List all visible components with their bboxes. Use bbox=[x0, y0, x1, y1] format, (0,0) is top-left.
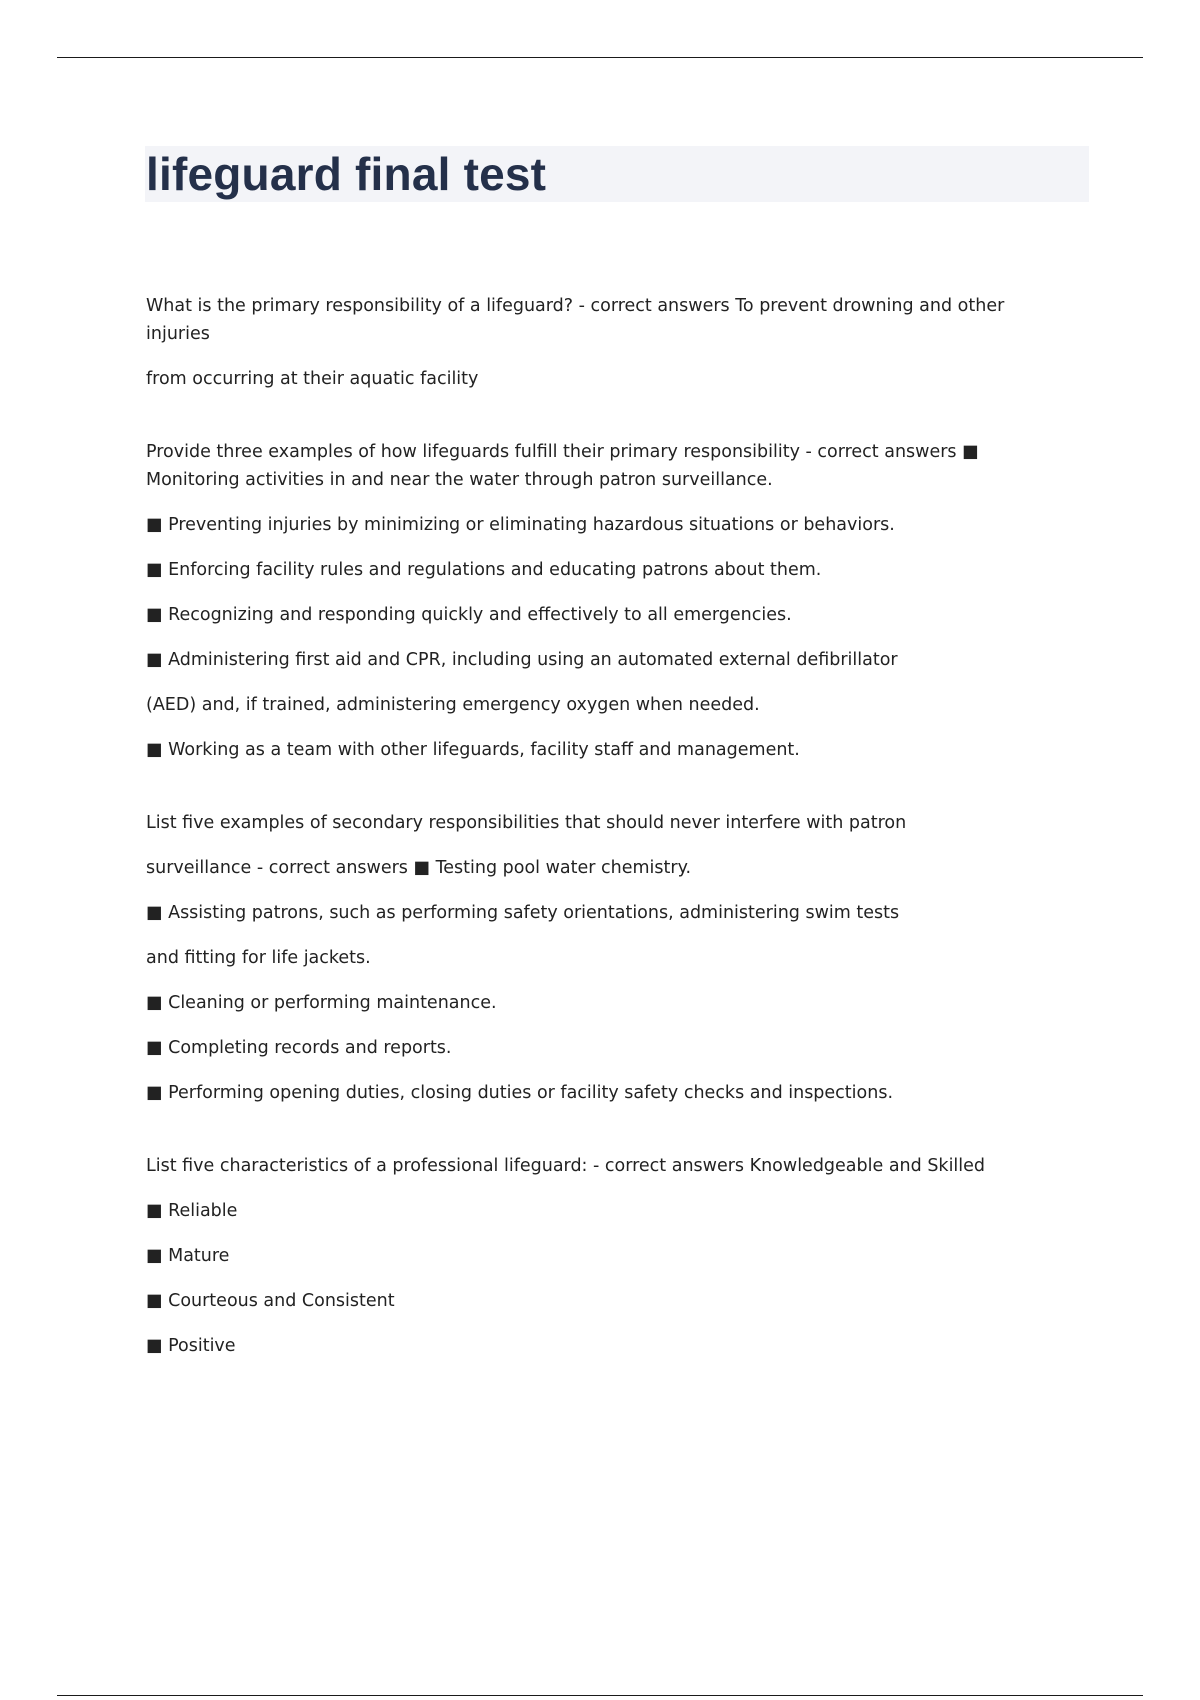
bullet-continuation: and fitting for life jackets. bbox=[146, 948, 371, 968]
header-rule bbox=[57, 57, 1143, 58]
bullet-item: ■ Cleaning or performing maintenance. bbox=[146, 993, 497, 1013]
bullet-item: ■ Recognizing and responding quickly and effectively to all emergencies. bbox=[146, 605, 792, 625]
bullet-continuation: (AED) and, if trained, administering emergency oxygen when needed. bbox=[146, 695, 760, 715]
question-secondary-responsibilities: List five examples of secondary responsibilities that should never interfere with patron bbox=[146, 813, 907, 833]
document-body bbox=[146, 292, 1066, 1377]
bullet-item: ■ Mature bbox=[146, 1246, 230, 1266]
question-three-examples: Provide three examples of how lifeguards fulfill their primary responsibility - correct answers ■ Monitoring activities in and near the water through patron surveillance. bbox=[146, 442, 979, 490]
bullet-item: ■ Assisting patrons, such as performing safety orientations, administering swim tests bbox=[146, 903, 900, 923]
bullet-item: ■ Reliable bbox=[146, 1201, 238, 1221]
bullet-item: ■ Positive bbox=[146, 1336, 236, 1356]
qa-item-2 bbox=[146, 438, 1066, 764]
footer-rule bbox=[57, 1695, 1143, 1696]
document-title: lifeguard final test bbox=[146, 148, 547, 200]
answer-continuation: from occurring at their aquatic facility bbox=[146, 369, 479, 389]
question-primary-responsibility: What is the primary responsibility of a lifeguard? - correct answers To prevent drowning and other injuries bbox=[146, 296, 1005, 344]
question-characteristics: List five characteristics of a professional lifeguard: - correct answers Knowledgeable and Skilled bbox=[146, 1156, 986, 1176]
answer-line: surveillance - correct answers ■ Testing pool water chemistry. bbox=[146, 858, 692, 878]
bullet-item: ■ Preventing injuries by minimizing or eliminating hazardous situations or behaviors. bbox=[146, 515, 895, 535]
bullet-item: ■ Working as a team with other lifeguards, facility staff and management. bbox=[146, 740, 800, 760]
qa-item-3 bbox=[146, 809, 1066, 1107]
qa-item-4 bbox=[146, 1152, 1066, 1360]
bullet-item: ■ Completing records and reports. bbox=[146, 1038, 452, 1058]
bullet-item: ■ Enforcing facility rules and regulations and educating patrons about them. bbox=[146, 560, 822, 580]
qa-item-1 bbox=[146, 292, 1066, 393]
bullet-item: ■ Administering first aid and CPR, including using an automated external defibrillator bbox=[146, 650, 898, 670]
bullet-item: ■ Performing opening duties, closing duties or facility safety checks and inspections. bbox=[146, 1083, 894, 1103]
bullet-item: ■ Courteous and Consistent bbox=[146, 1291, 395, 1311]
